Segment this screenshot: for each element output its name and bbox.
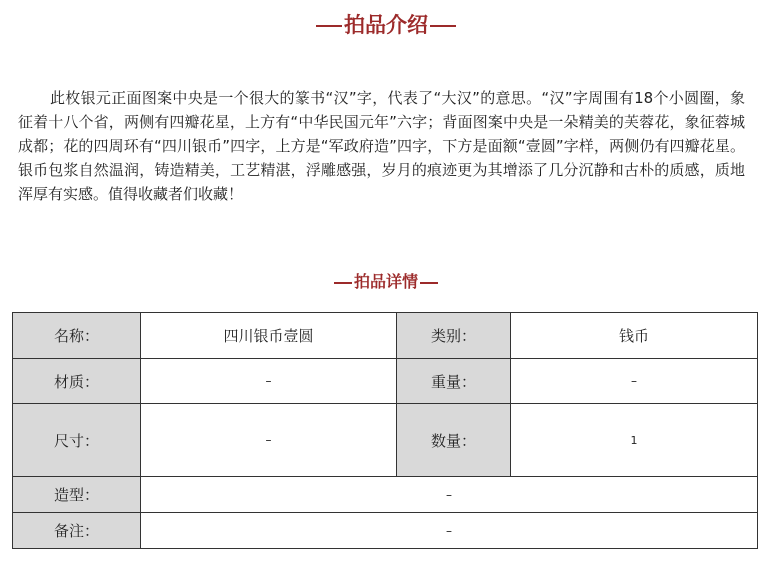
table-row: [13, 513, 758, 549]
notes-label: 备注：: [13, 513, 141, 549]
weight-label: 重量：: [397, 359, 511, 404]
title-left-dash: [334, 282, 352, 284]
table-row: [13, 477, 758, 513]
details-section-title: [0, 270, 772, 294]
title-right-dash: [420, 282, 438, 284]
notes-value: –: [141, 513, 758, 549]
category-label: 类别：: [397, 313, 511, 359]
name-value: 四川银币壹圆: [141, 313, 397, 359]
size-label: 尺寸：: [13, 404, 141, 477]
weight-value: –: [511, 359, 758, 404]
name-label: 名称：: [13, 313, 141, 359]
size-value: –: [141, 404, 397, 477]
table-row: [13, 313, 758, 359]
shape-label: 造型：: [13, 477, 141, 513]
title-left-dash: [316, 25, 342, 27]
details-title-text: 拍品详情: [353, 272, 418, 291]
intro-section-title: [0, 10, 772, 40]
table-row: [13, 359, 758, 404]
shape-value: –: [141, 477, 758, 513]
table-row: [13, 404, 758, 477]
details-table: [12, 312, 758, 549]
quantity-label: 数量：: [397, 404, 511, 477]
title-right-dash: [430, 25, 456, 27]
material-value: –: [141, 359, 397, 404]
category-value: 钱币: [511, 313, 758, 359]
material-label: 材质：: [13, 359, 141, 404]
intro-title-text: 拍品介绍: [344, 13, 428, 37]
quantity-value: 1: [511, 404, 758, 477]
intro-description: 此枚银元正面图案中央是一个很大的篆书“汉”字，代表了“大汉”的意思。“汉”字周围有18个小圆圈，象征着十八个省，两侧有四瓣花星，上方有“中华民国元年”六字；背面图案中央是一朵精美的芙蓉花，象征蓉城成都；花的四周环有“四川银币”四字，上方是“军政府造”四字，下方是面额“壹圆”字样，两侧仍有四瓣花星。银币包浆自然温润，铸造精美，工艺精湛，浮雕感强，岁月的痕迹更为其增添了几分沉静和古朴的质感，质地浑厚有实感。值得收藏者们收藏！: [18, 89, 745, 203]
